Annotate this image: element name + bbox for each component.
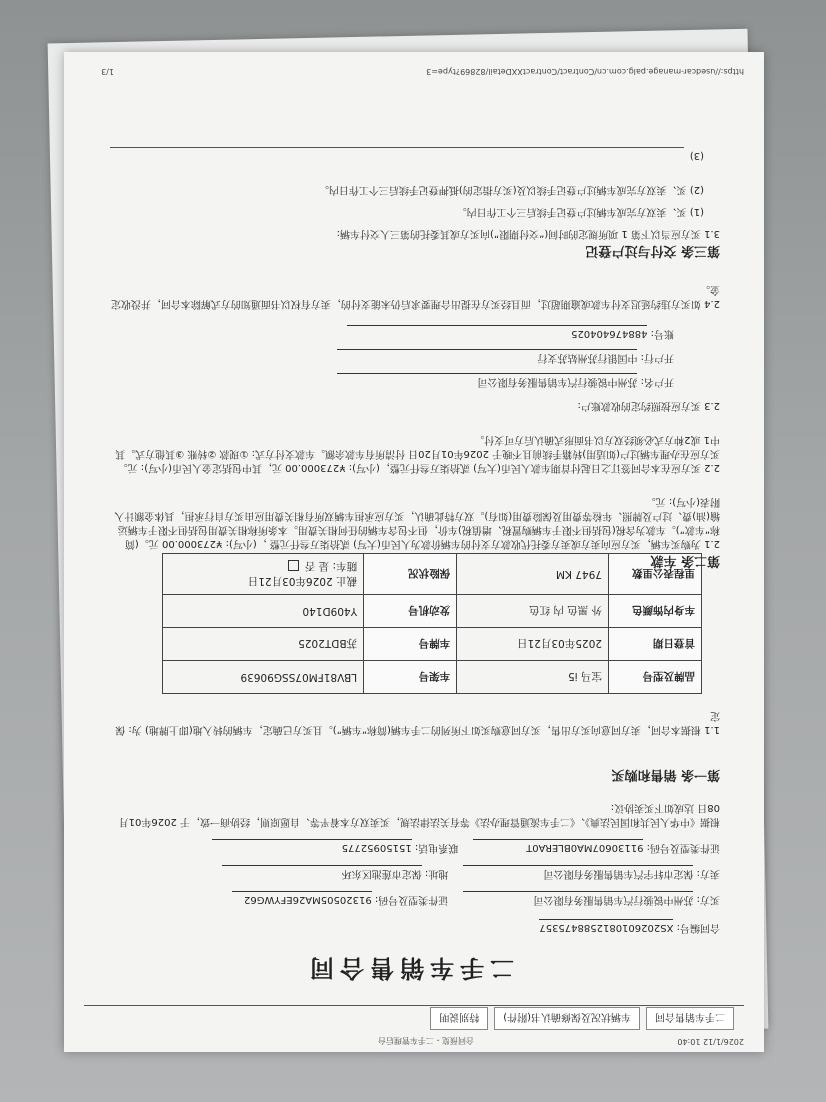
table-cell: 首登日期 — [609, 628, 702, 661]
table-row — [163, 628, 702, 661]
account-number-row — [347, 325, 674, 340]
table-cell: 发动机号 — [364, 595, 457, 628]
clause-3-1: 3.1 买方应当以下第 1 项所规定的时间(“交付期限”)向买方或其委托的第三人交付车辆: — [336, 228, 720, 239]
account-name-label: 开户名: — [640, 376, 674, 387]
insurance-expiry: 截止 2026年03月21日 — [247, 575, 358, 587]
print-timestamp: 2026/1/12 10:40 — [677, 1037, 744, 1046]
option-3-blank-line — [110, 147, 684, 148]
document-tabs — [430, 1007, 734, 1030]
table-cell: 保险状况 — [364, 554, 457, 595]
account-number: 488476404025 — [347, 325, 647, 340]
site-title: 合同预览 - 二手车管理后台 — [378, 1036, 474, 1045]
tab-special-note[interactable]: 特别说明 — [430, 1007, 488, 1030]
buyer-label: 买方: — [696, 894, 720, 905]
clause-2-2: 2.2 买方应在本合同签订之日起付首期车款人民币(大写) 贰拾柒万叁仟元整，(小写): ¥273000.00 元，其中包括定金人民币(小写): 元。买方应在办理车辆过户(如适用)转籍手续前且不晚于 2026年01月20日 付清所有车款余额。车款支付方式: ①现款 ②转账 ③其他方式。其中1 或2种方式必须经双方以书面形式确认后方可支付。 — [115, 434, 720, 473]
delivery-option-3: (3) — [689, 150, 704, 161]
insurance-checkbox-label: 随车: 是 否 — [304, 560, 358, 572]
checkbox-icon — [289, 561, 300, 572]
preamble: 根据《中华人民共和国民法典》、《二手车流通管理办法》等有关法律法规，买卖双方本着平等、自愿原则，经协商一致，于 2026年01月08日 达成如下买卖协议: — [118, 802, 720, 827]
bank-row — [337, 349, 674, 364]
seller-id-label: 证件类型及号码: — [646, 842, 720, 853]
table-row — [163, 554, 702, 595]
table-cell: Y409D140 — [163, 595, 364, 628]
seller-address: 保定市莲池区东环 — [222, 865, 422, 880]
seller-id: 91130607MA0BLERA0T — [473, 839, 643, 854]
page-content-rotated — [64, 52, 764, 1052]
seller-id-row — [212, 839, 720, 854]
seller-row — [222, 865, 720, 880]
section-3-title: 第三条 交付与过户登记 — [585, 243, 720, 258]
page-url: https://usedcar-manage.palg.com.cn/Contract/ContractXXDetail/82869?type=3 — [426, 67, 744, 76]
contract-page — [64, 52, 764, 1052]
buyer-name: 苏州中锐骏行汽车销售服务有限公司 — [463, 891, 693, 906]
clause-2-3: 2.3 买方应按照约定的收款账户: — [577, 400, 720, 411]
table-cell: LBV81FM07SSG90639 — [163, 661, 364, 694]
tab-vehicle-condition[interactable]: 车辆状况及保修确认书(附件) — [494, 1007, 640, 1030]
buyer-row — [232, 891, 720, 906]
seller-name: 保定市轩宇汽车销售服务有限公司 — [463, 865, 693, 880]
seller-phone: 15150952775 — [212, 839, 412, 854]
table-row — [163, 661, 702, 694]
buyer-id: 9132050​5MA26EFYWG62 — [232, 891, 372, 906]
delivery-option-2: (2) 买、卖双方完成车辆过户登记手续以及(买方指定的)抵押登记手续后三个工作日内。 — [318, 184, 704, 195]
delivery-option-1: (1) 买、卖双方完成车辆过户登记手续后三个工作日内。 — [456, 206, 704, 217]
page-number: 1/3 — [101, 67, 114, 76]
table-cell: 里程表公里数 — [609, 554, 702, 595]
section-2-title: 第二条 车款 — [650, 553, 720, 568]
table-cell — [163, 554, 364, 595]
seller-address-label: 地址: — [424, 868, 449, 879]
buyer-id-label: 证件类型及号码: — [374, 894, 449, 905]
account-name: 苏州中锐骏行汽车销售服务有限公司 — [337, 373, 637, 388]
contract-number-label: 合同编号: — [676, 922, 720, 933]
table-cell: 苏BDT2025 — [163, 628, 364, 661]
account-name-row — [337, 373, 674, 388]
bank-label: 开户行: — [640, 352, 674, 363]
table-cell: 车架号 — [364, 661, 457, 694]
vehicle-info-table — [162, 553, 702, 694]
table-cell: 7947 KM — [457, 554, 609, 595]
account-number-label: 账号: — [650, 328, 674, 339]
table-row — [163, 595, 702, 628]
table-cell: 车牌号 — [364, 628, 457, 661]
bank-name: 中国银行苏州姑苏支行 — [337, 349, 637, 364]
clause-1-1: 1.1 根据本合同，卖方同意向买方出售，买方同意购买如下所列的二手车辆(简称“车辆”)。且买方已确定，车辆的转入地(即上牌地) 为: 保定 — [115, 710, 720, 735]
table-cell: 2025年03月21日 — [457, 628, 609, 661]
seller-label: 卖方: — [696, 868, 720, 879]
contract-title: 二手车销售合同 — [304, 954, 514, 983]
contract-number: XS202601081258847535​7 — [539, 919, 673, 934]
table-cell: 品牌及型号 — [609, 661, 702, 694]
seller-phone-label: 联系电话: — [414, 842, 459, 853]
table-cell: 外 黑色 内 红色 — [457, 595, 609, 628]
contract-number-row — [539, 919, 720, 934]
tab-contract[interactable]: 二手车销售合同 — [646, 1007, 734, 1030]
table-cell: 车身内饰颜色 — [609, 595, 702, 628]
clause-2-1: 2.1 为购买车辆，买方应向卖方或卖方委托代收款方支付的车辆价款为人民币(大写) 贰拾柒万叁仟元整 ，(小写): ¥273000.00 元。(简称“车款”)。车款为含税(包括但不限于车辆购置税、增值税)车价，但不包含车辆的任何相关费用。本条所称相关费用包括但不限于车辆运输(油)费、过户及牌照、年检等费用及保险费用(如有)。双方特此确认，买方应承担车辆双所有相关费用应由买方自行承担，具体金额计入附表(小写): 元。 — [114, 496, 720, 549]
table-cell: 宝马 i5 — [457, 661, 609, 694]
header-divider — [84, 1005, 744, 1006]
clause-2-4: 2.4 如买方违约延迟支付车款或逾期超过，而且经买方在提出合理要求后仍未能支付的，卖方有权以书面通知的方式解除本合同，并没收定金。 — [110, 284, 720, 309]
section-1-title: 第一条 销售和购买 — [611, 767, 720, 782]
